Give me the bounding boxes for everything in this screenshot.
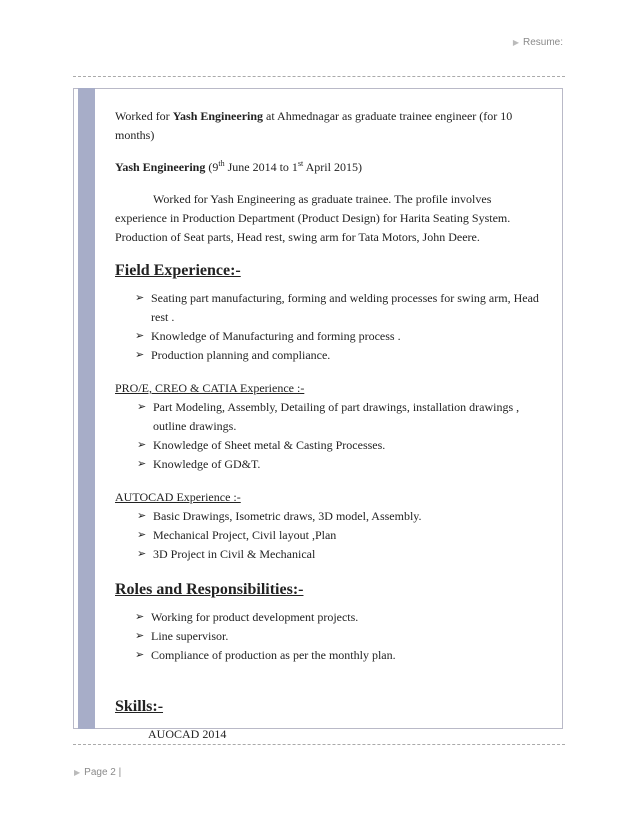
skills-heading: Skills:- [115,698,164,715]
arrow-bullet-icon: ➢ [135,611,145,623]
list-item: ➢ Knowledge of Sheet metal & Casting Processes. [117,436,540,455]
autocad-list [115,507,540,564]
arrow-bullet-icon: ➢ [137,510,147,522]
arrow-bullet-icon: ➢ [135,630,145,642]
triangle-icon: ▶ [74,768,81,777]
roles-list [115,608,540,665]
arrow-bullet-icon: ➢ [137,439,147,451]
arrow-bullet-icon: ➢ [135,330,145,342]
list-item: ➢ 3D Project in Civil & Mechanical [117,545,540,564]
roles-heading: Roles and Responsibilities:- [115,581,304,598]
bottom-divider [73,744,565,745]
field-experience-list [115,289,540,365]
list-item: ➢ Knowledge of GD&T. [117,455,540,474]
intro-company: Yash Engineering [172,109,264,123]
list-item: ➢ Basic Drawings, Isometric draws, 3D model, Assembly. [117,507,540,526]
list-item: ➢ Working for product development projects. [115,608,540,627]
skills-value: AUOCAD 2014 [148,727,227,741]
field-experience-heading: Field Experience:- [115,262,241,279]
header-label: ▶ Resume: [512,37,563,48]
top-divider [73,76,565,77]
list-item: ➢ Production planning and compliance. [115,346,540,365]
arrow-bullet-icon: ➢ [137,458,147,470]
list-item: ➢ Mechanical Project, Civil layout ,Plan [117,526,540,545]
list-item: ➢ Part Modeling, Assembly, Detailing of part drawings, installation drawings , outline drawings. [137,400,520,433]
intro-paragraph: Worked for Yash Engineering at Ahmednagar as graduate trainee engineer (for 10 months) [115,109,513,142]
autocad-title: AUTOCAD Experience :- [115,490,241,504]
job-title-line: Yash Engineering (9th June 2014 to 1st April 2015) [115,159,362,174]
job-description: Worked for Yash Engineering as graduate trainee. The profile involves experience in Production Department (Product Design) for Harita Seating System. Production of Seat parts, Head rest, swing arm for Tata Motors, John Deere. [115,192,511,244]
resume-body [115,107,540,744]
list-item: ➢ Seating part manufacturing, forming and welding processes for swing arm, Head rest . [135,291,539,324]
list-item: ➢ Knowledge of Manufacturing and forming process . [115,327,540,346]
arrow-bullet-icon: ➢ [137,401,147,413]
side-accent-bar [78,88,95,729]
job-company: Yash Engineering [115,160,206,174]
arrow-bullet-icon: ➢ [137,548,147,560]
triangle-icon: ▶ [512,38,519,47]
arrow-bullet-icon: ➢ [137,529,147,541]
arrow-bullet-icon: ➢ [135,649,145,661]
proe-list [115,398,540,474]
arrow-bullet-icon: ➢ [135,349,145,361]
list-item: ➢ Line supervisor. [115,627,540,646]
list-item: ➢ Compliance of production as per the monthly plan. [115,646,540,665]
proe-title: PRO/E, CREO & CATIA Experience :- [115,381,305,395]
arrow-bullet-icon: ➢ [135,292,145,304]
footer-page-number: ▶ Page 2 | [74,767,122,778]
